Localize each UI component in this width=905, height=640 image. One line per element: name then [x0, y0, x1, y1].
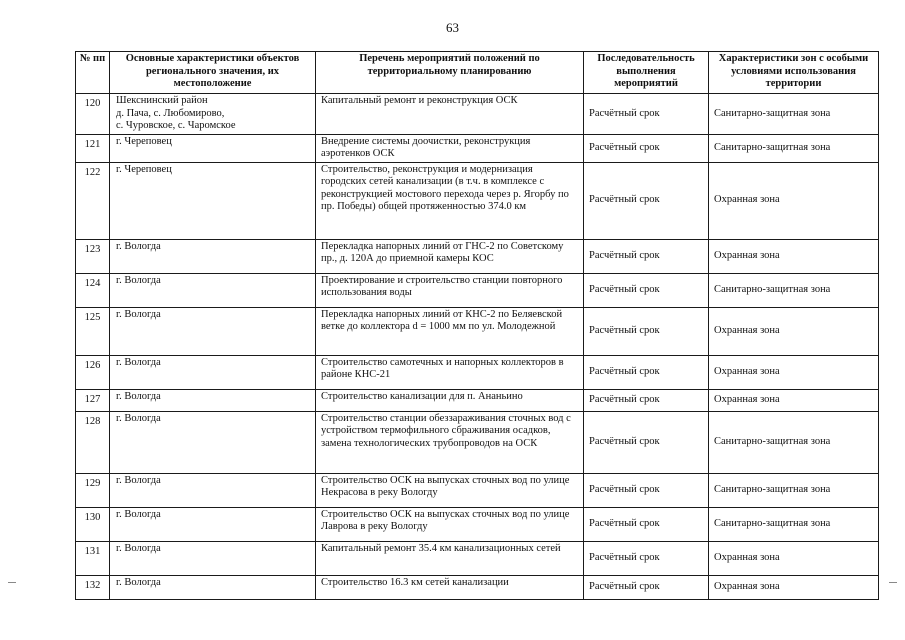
row-number: 132	[76, 575, 110, 599]
header-num: № пп	[76, 52, 110, 94]
row-term: Расчётный срок	[584, 507, 709, 541]
row-location: Шекснинский район д. Пача, с. Любомирово, с. Чуровское, с. Чаромское	[110, 94, 316, 135]
row-number: 123	[76, 239, 110, 273]
table-row	[76, 94, 879, 135]
header-object: Основные характеристики объектов регионального значения, их местоположение	[110, 52, 316, 94]
row-term: Расчётный срок	[584, 162, 709, 239]
row-number: 127	[76, 389, 110, 411]
table-body	[76, 94, 879, 600]
row-zone: Охранная зона	[709, 162, 879, 239]
row-number: 124	[76, 273, 110, 307]
row-measure: Перекладка напорных линий от КНС-2 по Беляевской ветке до коллектора d = 1000 мм по ул. Молодежной	[316, 307, 584, 355]
table-row	[76, 389, 879, 411]
row-term: Расчётный срок	[584, 94, 709, 135]
table-row	[76, 307, 879, 355]
row-term: Расчётный срок	[584, 473, 709, 507]
row-term: Расчётный срок	[584, 541, 709, 575]
row-measure: Капитальный ремонт 35.4 км канализационных сетей	[316, 541, 584, 575]
header-sequence: Последовательность выполнения мероприятий	[584, 52, 709, 94]
row-number: 130	[76, 507, 110, 541]
right-margin-mark	[889, 582, 897, 583]
row-number: 125	[76, 307, 110, 355]
row-number: 121	[76, 134, 110, 162]
page-number: 63	[446, 20, 459, 35]
row-measure: Строительство станции обеззараживания сточных вод с устройством термофильного сбраживания осадков, замена технологических трубопроводов на ОСК	[316, 411, 584, 473]
left-margin-mark	[8, 582, 16, 583]
row-measure: Строительство ОСК на выпусках сточных вод по улице Некрасова в реку Вологду	[316, 473, 584, 507]
row-zone: Охранная зона	[709, 307, 879, 355]
row-zone: Санитарно-защитная зона	[709, 273, 879, 307]
row-zone: Санитарно-защитная зона	[709, 411, 879, 473]
row-measure: Капитальный ремонт и реконструкция ОСК	[316, 94, 584, 135]
row-term: Расчётный срок	[584, 273, 709, 307]
row-number: 131	[76, 541, 110, 575]
row-number: 122	[76, 162, 110, 239]
row-location: г. Вологда	[110, 239, 316, 273]
row-term: Расчётный срок	[584, 355, 709, 389]
measures-table	[75, 51, 879, 600]
table-row	[76, 575, 879, 599]
table-row	[76, 473, 879, 507]
row-measure: Перекладка напорных линий от ГНС-2 по Советскому пр., д. 120А до приемной камеры КОС	[316, 239, 584, 273]
row-location: г. Вологда	[110, 575, 316, 599]
row-number: 120	[76, 94, 110, 135]
row-measure: Строительство 16.3 км сетей канализации	[316, 575, 584, 599]
row-measure: Строительство, реконструкция и модернизация городских сетей канализации (в т.ч. в комплексе с реконструкцией мостового перехода через р. Ягорбу по пр. Победы) общей протяженностью 374.0 км	[316, 162, 584, 239]
header-measures: Перечень мероприятий положений по территориальному планированию	[316, 52, 584, 94]
row-term: Расчётный срок	[584, 307, 709, 355]
row-term: Расчётный срок	[584, 389, 709, 411]
table-row	[76, 162, 879, 239]
row-location: г. Череповец	[110, 134, 316, 162]
row-location: г. Вологда	[110, 355, 316, 389]
table-header-row	[76, 52, 879, 94]
row-measure: Строительство ОСК на выпусках сточных вод по улице Лаврова в реку Вологду	[316, 507, 584, 541]
row-zone: Санитарно-защитная зона	[709, 473, 879, 507]
row-number: 128	[76, 411, 110, 473]
header-zones: Характеристики зон с особыми условиями использования территории	[709, 52, 879, 94]
table-row	[76, 411, 879, 473]
table-row	[76, 541, 879, 575]
row-term: Расчётный срок	[584, 239, 709, 273]
row-location: г. Вологда	[110, 541, 316, 575]
row-location: г. Вологда	[110, 273, 316, 307]
row-zone: Охранная зона	[709, 239, 879, 273]
table-row	[76, 355, 879, 389]
row-zone: Санитарно-защитная зона	[709, 94, 879, 135]
row-location: г. Вологда	[110, 411, 316, 473]
row-location: г. Вологда	[110, 307, 316, 355]
table-row	[76, 273, 879, 307]
row-location: г. Вологда	[110, 473, 316, 507]
table-row	[76, 239, 879, 273]
row-zone: Охранная зона	[709, 355, 879, 389]
row-location: г. Череповец	[110, 162, 316, 239]
row-zone: Санитарно-защитная зона	[709, 507, 879, 541]
table-row	[76, 134, 879, 162]
row-measure: Строительство самотечных и напорных коллекторов в районе КНС-21	[316, 355, 584, 389]
row-location: г. Вологда	[110, 389, 316, 411]
row-zone: Охранная зона	[709, 389, 879, 411]
row-number: 129	[76, 473, 110, 507]
row-measure: Проектирование и строительство станции повторного использования воды	[316, 273, 584, 307]
row-term: Расчётный срок	[584, 411, 709, 473]
row-term: Расчётный срок	[584, 134, 709, 162]
row-measure: Строительство канализации для п. Ананьино	[316, 389, 584, 411]
row-number: 126	[76, 355, 110, 389]
table-row	[76, 507, 879, 541]
row-measure: Внедрение системы доочистки, реконструкция аэротенков ОСК	[316, 134, 584, 162]
row-location: г. Вологда	[110, 507, 316, 541]
row-zone: Охранная зона	[709, 541, 879, 575]
row-term: Расчётный срок	[584, 575, 709, 599]
row-zone: Санитарно-защитная зона	[709, 134, 879, 162]
row-zone: Охранная зона	[709, 575, 879, 599]
